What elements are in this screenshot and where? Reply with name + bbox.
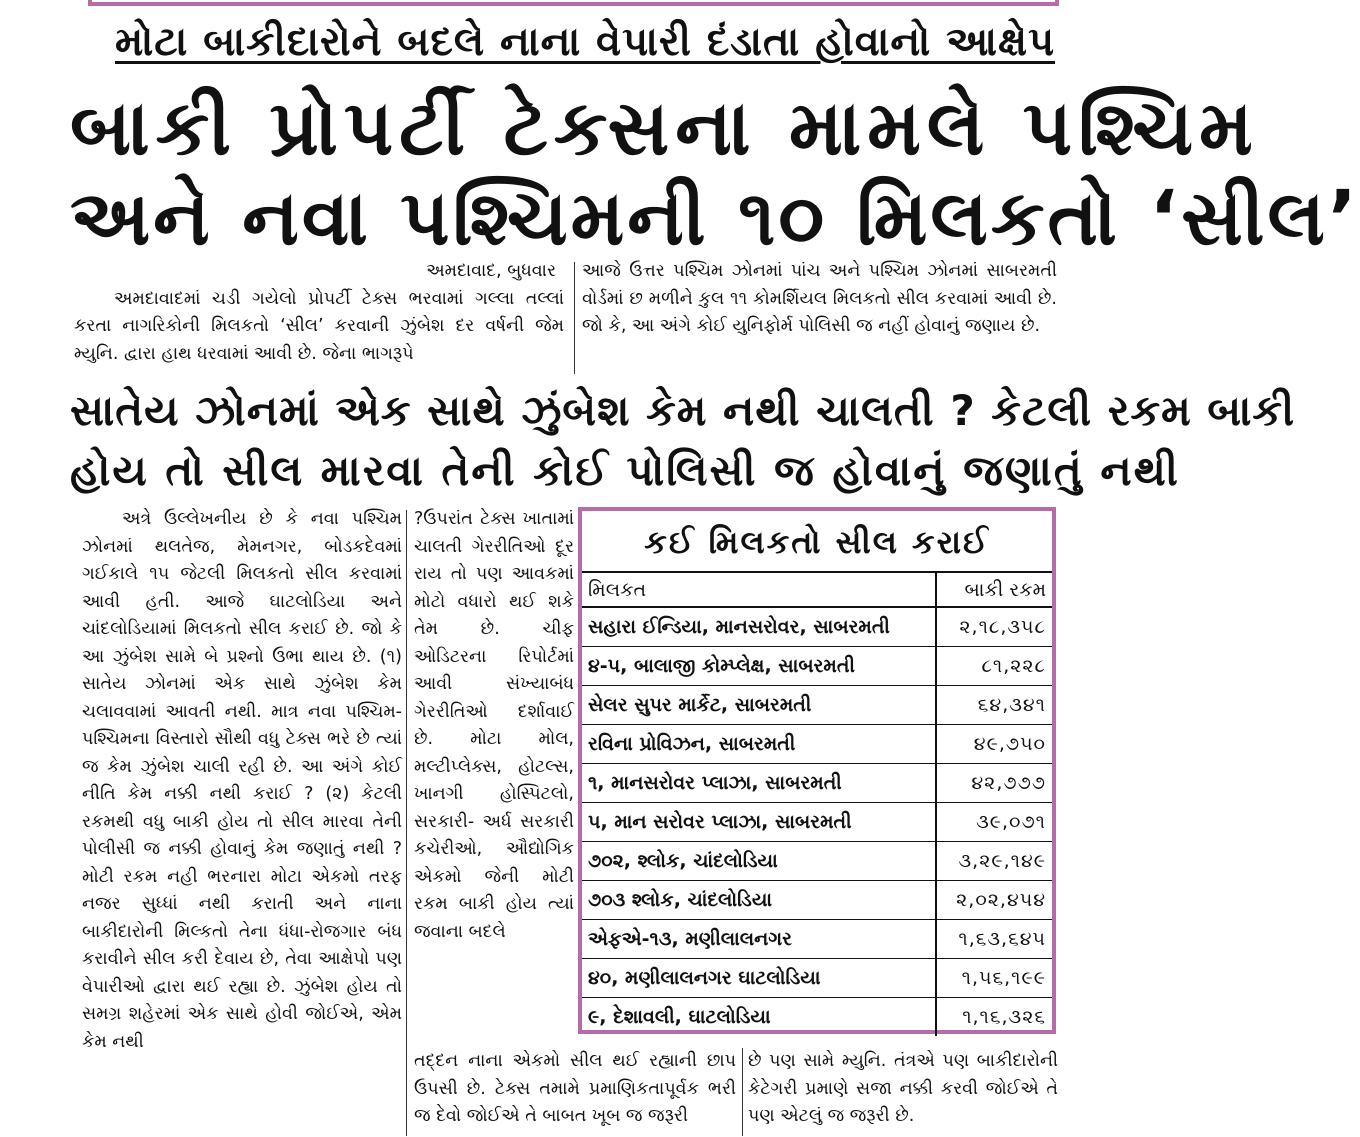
cell-property: સેલર સુપર માર્કેટ, સાબરમતી (582, 685, 936, 724)
cell-property: ૫, માન સરોવર પ્લાઝા, સાબરમતી (582, 802, 936, 841)
cell-amount: ૮૧,૨૨૮ (936, 646, 1052, 685)
body-column-2 (414, 506, 574, 946)
cell-property: રવિના પ્રોવિઝન, સાબરમતી (582, 724, 936, 763)
header-amount: બાકી રકમ (936, 573, 1052, 607)
body-column-1-paragraph: અત્રે ઉલ્લેખનીય છે કે નવા પશ્ચિમ ઝોનમાં થલતેજ, મેમનગર, બોડકદેવમાં ગઈકાલે ૧૫ જેટલી મિલકતો સીલ કરવામાં આવી હતી. આજે ઘાટલોડિયા અને ચાંદલોડિયામાં મિલકતો સીલ કરાઈ છે. જો કે આ ઝુંબેશ સામે બે પ્રશ્નો ઉભા થાય છે. (૧) સાતેય ઝોનમાં એક સાથે ઝુંબેશ કેમ ચલાવવામાં આવતી નથી. માત્ર નવા પશ્ચિમ- પશ્ચિમના વિસ્તારો સૌથી વધુ ટેક્સ ભરે છે ત્યાં જ કેમ ઝુંબેશ ચાલી રહી છે. આ અંગે કોઈ નીતિ કેમ નક્કી નથી કરાઈ ? (૨) કેટલી રકમથી વધુ બાકી હોય તો સીલ મારવા તેની પોલીસી જ નક્કી હોવાનું કેમ જણાતું નથી ? મોટી રકમ નહી ભરનારા મોટા એકમો તરફ નજર સુધ્ધાં નથી કરાતી અને નાના બાકીદારોની મિલ્કતો તેના ધંધા-રોજગાર બંધ કરાવીને સીલ કરી દેવાય છે, તેવા આક્ષેપો પણ વેપારીઓ દ્વારા થઈ રહ્યા છે. ઝુંબેશ હોય તો સમગ્ર શહેરમાં એક સાથે હોવી જોઈએ, એમ કેમ નથી (82, 509, 402, 1052)
cell-property: ૭૦૩ શ્લોક, ચાંદલોડિયા (582, 880, 936, 919)
cell-amount: ૧,૫૬,૧૯૯ (936, 958, 1052, 997)
cell-amount: ૧,૧૬,૩૨૬ (936, 997, 1052, 1036)
cell-property: ૭૦૨, શ્લોક, ચાંદલોડિયા (582, 841, 936, 880)
cell-property: સહારા ઈન્ડિયા, માનસરોવર, સાબરમતી (582, 607, 936, 646)
cell-amount: ૩૯,૦૭૧ (936, 802, 1052, 841)
cell-amount: ૨,૦૨,૪૫૪ (936, 880, 1052, 919)
cell-amount: ૧,૬૩,૬૪૫ (936, 919, 1052, 958)
dateline: અમદાવાદ, બુધવાર (426, 261, 556, 281)
table-row (582, 841, 1052, 880)
body-column-2-paragraph: ?ઉપરાંત ટેક્સ ખાતામાં ચાલતી ગેરરીતિઓ દૂર રાય તો પણ આવકમાં મોટો વધારો થઈ શકે તેમ છે. ચીફ ઓડિટરના રિપોર્ટમાં આવી સંખ્યાબંધ ગેરરીતિઓ દર્શાવાઈ છે. મોટા મોલ, મલ્ટીપ્લેક્સ, હોટલ્સ, ખાનગી હોસ્પિટલો, સરકારી- અર્ધ સરકારી કચેરીઓ, ઔદ્યોગિક એકમો જેની મોટી રકમ બાકી હોય ત્યાં જવાના બદલે (414, 509, 574, 942)
sealed-properties-table (582, 573, 1052, 1036)
main-headline-line-1: બાકી પ્રોપર્ટી ટેક્સના મામલે પશ્ચિમ (70, 83, 1259, 172)
cell-amount: ૬૪,૩૪૧ (936, 685, 1052, 724)
body-column-1 (82, 506, 402, 1056)
kicker-headline: મોટા બાકીદારોને બદલે નાના વેપારી દંડાતા હોવાનો આક્ષેપ (115, 19, 1056, 65)
table-row (582, 685, 1052, 724)
table-row (582, 919, 1052, 958)
intro-column-divider (574, 262, 575, 374)
cell-amount: ૪૨,૭૭૭ (936, 763, 1052, 802)
top-frame-border (88, 0, 1059, 6)
sealed-properties-table-box (578, 507, 1056, 1034)
bottom-column-divider (742, 1048, 743, 1136)
sealed-table-title: કઈ મિલકતો સીલ કરાઈ (582, 511, 1052, 573)
bottom-middle-paragraph: તદ્દન નાના એકમો સીલ થઈ રહ્યાની છાપ ઉપસી છે. ટેક્સ તમામે પ્રમાણિકતાપૂર્વક ભરી જ દેવો જોઈએ તે બાબત ખૂબ જ જરૂરી (414, 1051, 736, 1126)
table-row (582, 880, 1052, 919)
table-header-row (582, 573, 1052, 607)
table-row (582, 802, 1052, 841)
subheadline-line-2: હોય તો સીલ મારવા તેની કોઈ પોલિસી જ હોવાનું જણાતું નથી (70, 446, 1180, 495)
cell-amount: ૪૯,૭૫૦ (936, 724, 1052, 763)
cell-amount: ૩,૨૯,૧૪૯ (936, 841, 1052, 880)
cell-property: ૪-૫, બાલાજી કોમ્પ્લેક્ષ, સાબરમતી (582, 646, 936, 685)
table-row (582, 646, 1052, 685)
table-row (582, 724, 1052, 763)
bottom-right-column (748, 1048, 1058, 1131)
bottom-right-paragraph: છે પણ સામે મ્યુનિ. તંત્રએ પણ બાકીદારોની કેટેગરી પ્રમાણે સજા નક્કી કરવી જોઈએ તે પણ એટલું જ જરૂરી છે. (748, 1051, 1058, 1126)
intro-right-column (582, 258, 1057, 341)
main-headline-line-2: અને નવા પશ્ચિમની ૧૦ મિલકતો ‘સીલ’ (70, 173, 1360, 262)
intro-right-paragraph: આજે ઉત્તર પશ્ચિમ ઝોનમાં પાંચ અને પશ્ચિમ ઝોનમાં સાબરમતી વોર્ડમાં છ મળીને કુલ ૧૧ કોમર્શિયલ મિલકતો સીલ કરવામાં આવી છે. જો કે, આ અંગે કોઈ યુનિફોર્મ પોલિસી જ નહીં હોવાનું જણાય છે. (582, 261, 1057, 336)
table-row (582, 607, 1052, 646)
header-property: મિલકત (582, 573, 936, 607)
table-row (582, 997, 1052, 1036)
cell-property: ૪૦, મણીલાલનગર ઘાટલોડિયા (582, 958, 936, 997)
cell-property: એફએ-૧૩, મણીલાલનગર (582, 919, 936, 958)
cell-amount: ૨,૧૮,૩૫૮ (936, 607, 1052, 646)
cell-property: ૧, માનસરોવર પ્લાઝા, સાબરમતી (582, 763, 936, 802)
intro-left-column (74, 258, 564, 368)
body-column-divider-1 (406, 510, 407, 1136)
subheadline-line-1: સાતેય ઝોનમાં એક સાથે ઝુંબેશ કેમ નથી ચાલતી ? કેટલી રકમ બાકી (70, 386, 1296, 435)
cell-property: ૯, દેશાવલી, ઘાટલોડિયા (582, 997, 936, 1036)
bottom-middle-column (414, 1048, 736, 1131)
intro-left-paragraph: અમદાવાદમાં ચડી ગયેલો પ્રોપર્ટી ટેક્સ ભરવામાં ગલ્લા તલ્લાં કરતા નાગરિકોની મિલકતો ‘સીલ’ કરવાની ઝુંબેશ દર વર્ષની જેમ મ્યુનિ. દ્વારા હાથ ધરવામાં આવી છે. જેના ભાગરૂપે (74, 288, 564, 364)
table-row (582, 958, 1052, 997)
table-row (582, 763, 1052, 802)
